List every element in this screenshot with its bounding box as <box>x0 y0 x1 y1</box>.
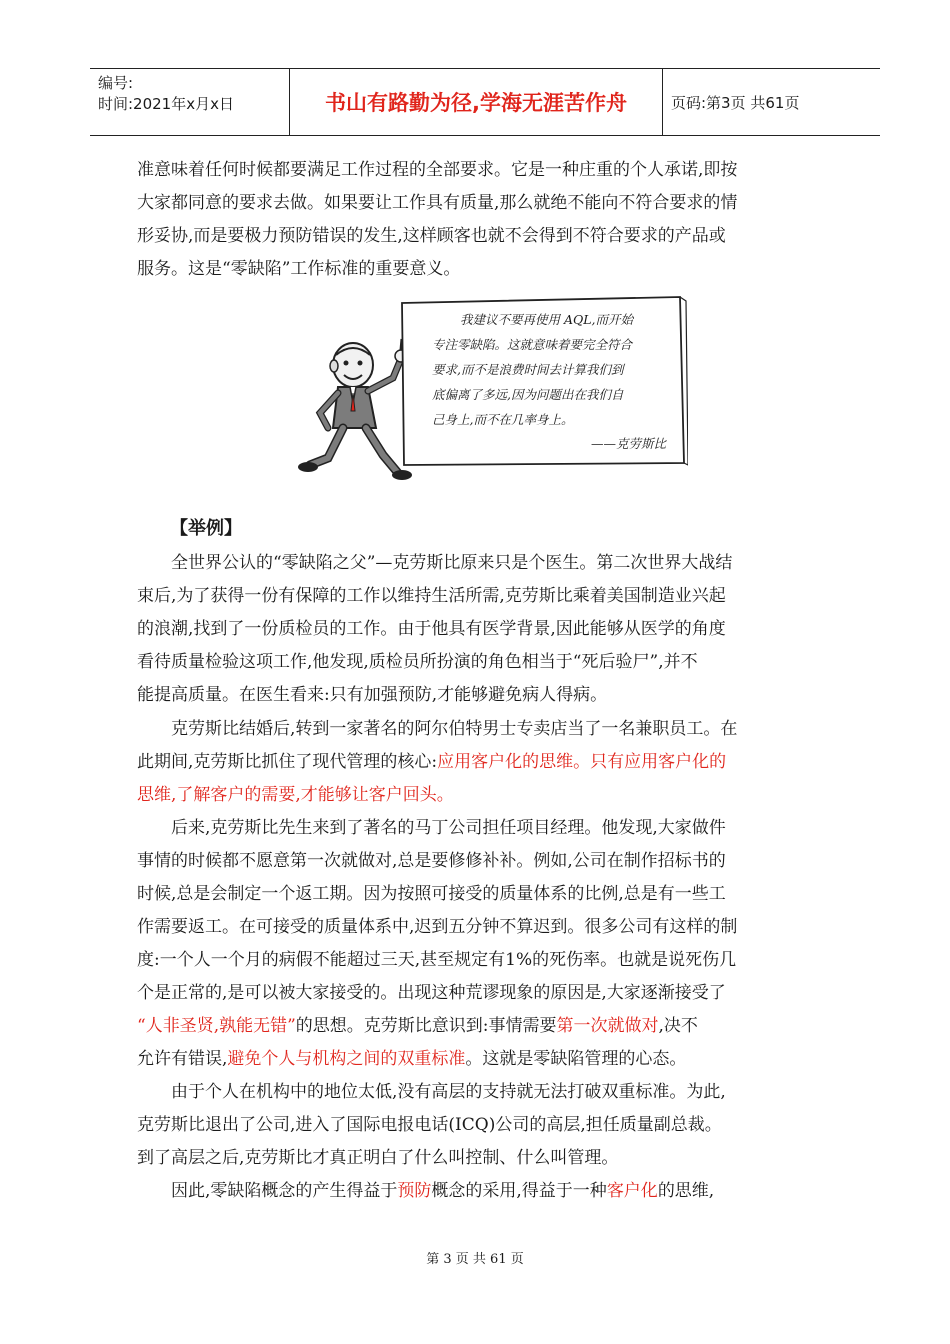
highlight-red: 预防 <box>397 1181 432 1201</box>
text-plain: 因此,零缺陷概念的产生得益于 <box>171 1181 398 1201</box>
highlight-red: 客户化 <box>606 1181 658 1201</box>
text-line: 个是正常的,是可以被大家接受的。出现这种荒谬现象的原因是,大家逐渐接受了 <box>137 983 726 1003</box>
example-paragraph-1 <box>137 547 837 712</box>
header-motto: 书山有路勤为径,学海无涯苦作舟 <box>290 69 663 135</box>
quote-signature: ——克劳斯比 <box>590 436 666 451</box>
text-line: 度:一个人一个月的病假不能超过三天,甚至规定有1%的死伤率。也就是说死伤几 <box>137 950 737 970</box>
text-line: 作需要返工。在可接受的质量体系中,迟到五分钟不算迟到。很多公司有这样的制 <box>137 917 738 937</box>
text-plain: 。这就是零缺陷管理的心态。 <box>465 1049 687 1069</box>
quote-line: 专注零缺陷。这就意味着要完全符合 <box>432 337 633 352</box>
time-label: 时间:2021年x月x日 <box>98 95 234 113</box>
text-line <box>137 1043 837 1076</box>
highlight-red: 应用客户化的思维。只有应用客户化的 <box>437 752 727 772</box>
text-line: 全世界公认的“零缺陷之父”—克劳斯比原来只是个医生。第二次世界大战结 <box>171 553 733 573</box>
text-line: 看待质量检验这项工作,他发现,质检员所扮演的角色相当于“死后验尸”,并不 <box>137 652 698 672</box>
quote-text <box>432 307 677 432</box>
text-plain: 的思维, <box>657 1181 715 1201</box>
quote-line: 己身上,而不在几率身上。 <box>432 412 574 427</box>
header-page-info: 页码:第3页 共61页 <box>671 93 800 112</box>
text-line: 克劳斯比退出了公司,进入了国际电报电话(ICQ)公司的高层,担任质量副总裁。 <box>137 1115 722 1135</box>
text-line: 的浪潮,找到了一份质检员的工作。由于他具有医学背景,因此能够从医学的角度 <box>137 619 726 639</box>
highlight-red: 第一次就做对 <box>556 1016 659 1036</box>
example-paragraph-2 <box>137 713 837 812</box>
quote-line: 我建议不要再使用 AQL,而开始 <box>460 312 634 327</box>
highlight-red: 思维,了解客户的需要,才能够让客户回头。 <box>137 785 454 805</box>
example-paragraph-4 <box>137 1076 837 1175</box>
example-paragraph-5 <box>137 1175 837 1208</box>
page-footer: 第 3 页 共 61 页 <box>426 1252 524 1267</box>
header-meta <box>90 69 290 135</box>
highlight-red: “人非圣贤,孰能无错” <box>137 1016 296 1036</box>
text-line: 束后,为了获得一份有保障的工作以维持生活所需,克劳斯比乘着美国制造业兴起 <box>137 586 726 606</box>
example-paragraph-3 <box>137 812 837 1076</box>
text-line <box>137 1010 837 1043</box>
text-line: 由于个人在机构中的地位太低,没有高层的支持就无法打破双重标准。为此, <box>171 1082 726 1102</box>
text-plain: ,决不 <box>658 1016 698 1036</box>
text-line <box>137 1175 837 1208</box>
intro-line: 大家都同意的要求去做。如果要让工作具有质量,那么就绝不能向不符合要求的情 <box>137 193 738 213</box>
text-line: 事情的时候都不愿意第一次就做对,总是要修修补补。例如,公司在制作招标书的 <box>137 851 726 871</box>
text-line: 时候,总是会制定一个返工期。因为按照可接受的质量体系的比例,总是有一些工 <box>137 884 726 904</box>
text-plain: 的思想。克劳斯比意识到:事情需要 <box>295 1016 557 1036</box>
quote-card <box>398 293 688 468</box>
intro-line: 形妥协,而是要极力预防错误的发生,这样顾客也就不会得到不符合要求的产品或 <box>137 226 726 246</box>
quote-line: 底偏离了多远,因为问题出在我们自 <box>432 387 624 402</box>
intro-line: 准意味着任何时候都要满足工作过程的全部要求。它是一种庄重的个人承诺,即按 <box>137 160 738 180</box>
highlight-red: 避免个人与机构之间的双重标准 <box>227 1049 466 1069</box>
number-label: 编号: <box>98 74 134 92</box>
intro-line: 服务。这是“零缺陷”工作标准的重要意义。 <box>137 259 461 279</box>
text-plain: 概念的采用,得益于一种 <box>431 1181 607 1201</box>
text-line: 能提高质量。在医生看来:只有加强预防,才能够避免病人得病。 <box>137 685 608 705</box>
quote-line: 要求,而不是浪费时间去计算我们到 <box>432 362 624 377</box>
page-header <box>90 68 880 136</box>
example-heading: 【举例】 <box>170 518 242 539</box>
text-line: 后来,克劳斯比先生来到了著名的马丁公司担任项目经理。他发现,大家做件 <box>171 818 726 838</box>
text-line: 到了高层之后,克劳斯比才真正明白了什么叫控制、什么叫管理。 <box>137 1148 619 1168</box>
text-plain: 此期间,克劳斯比抓住了现代管理的核心: <box>137 752 438 772</box>
text-plain: 允许有错误, <box>137 1049 228 1069</box>
text-line: 克劳斯比结婚后,转到一家著名的阿尔伯特男士专卖店当了一名兼职员工。在 <box>171 719 738 739</box>
intro-paragraph <box>137 154 837 286</box>
text-line <box>137 746 837 779</box>
